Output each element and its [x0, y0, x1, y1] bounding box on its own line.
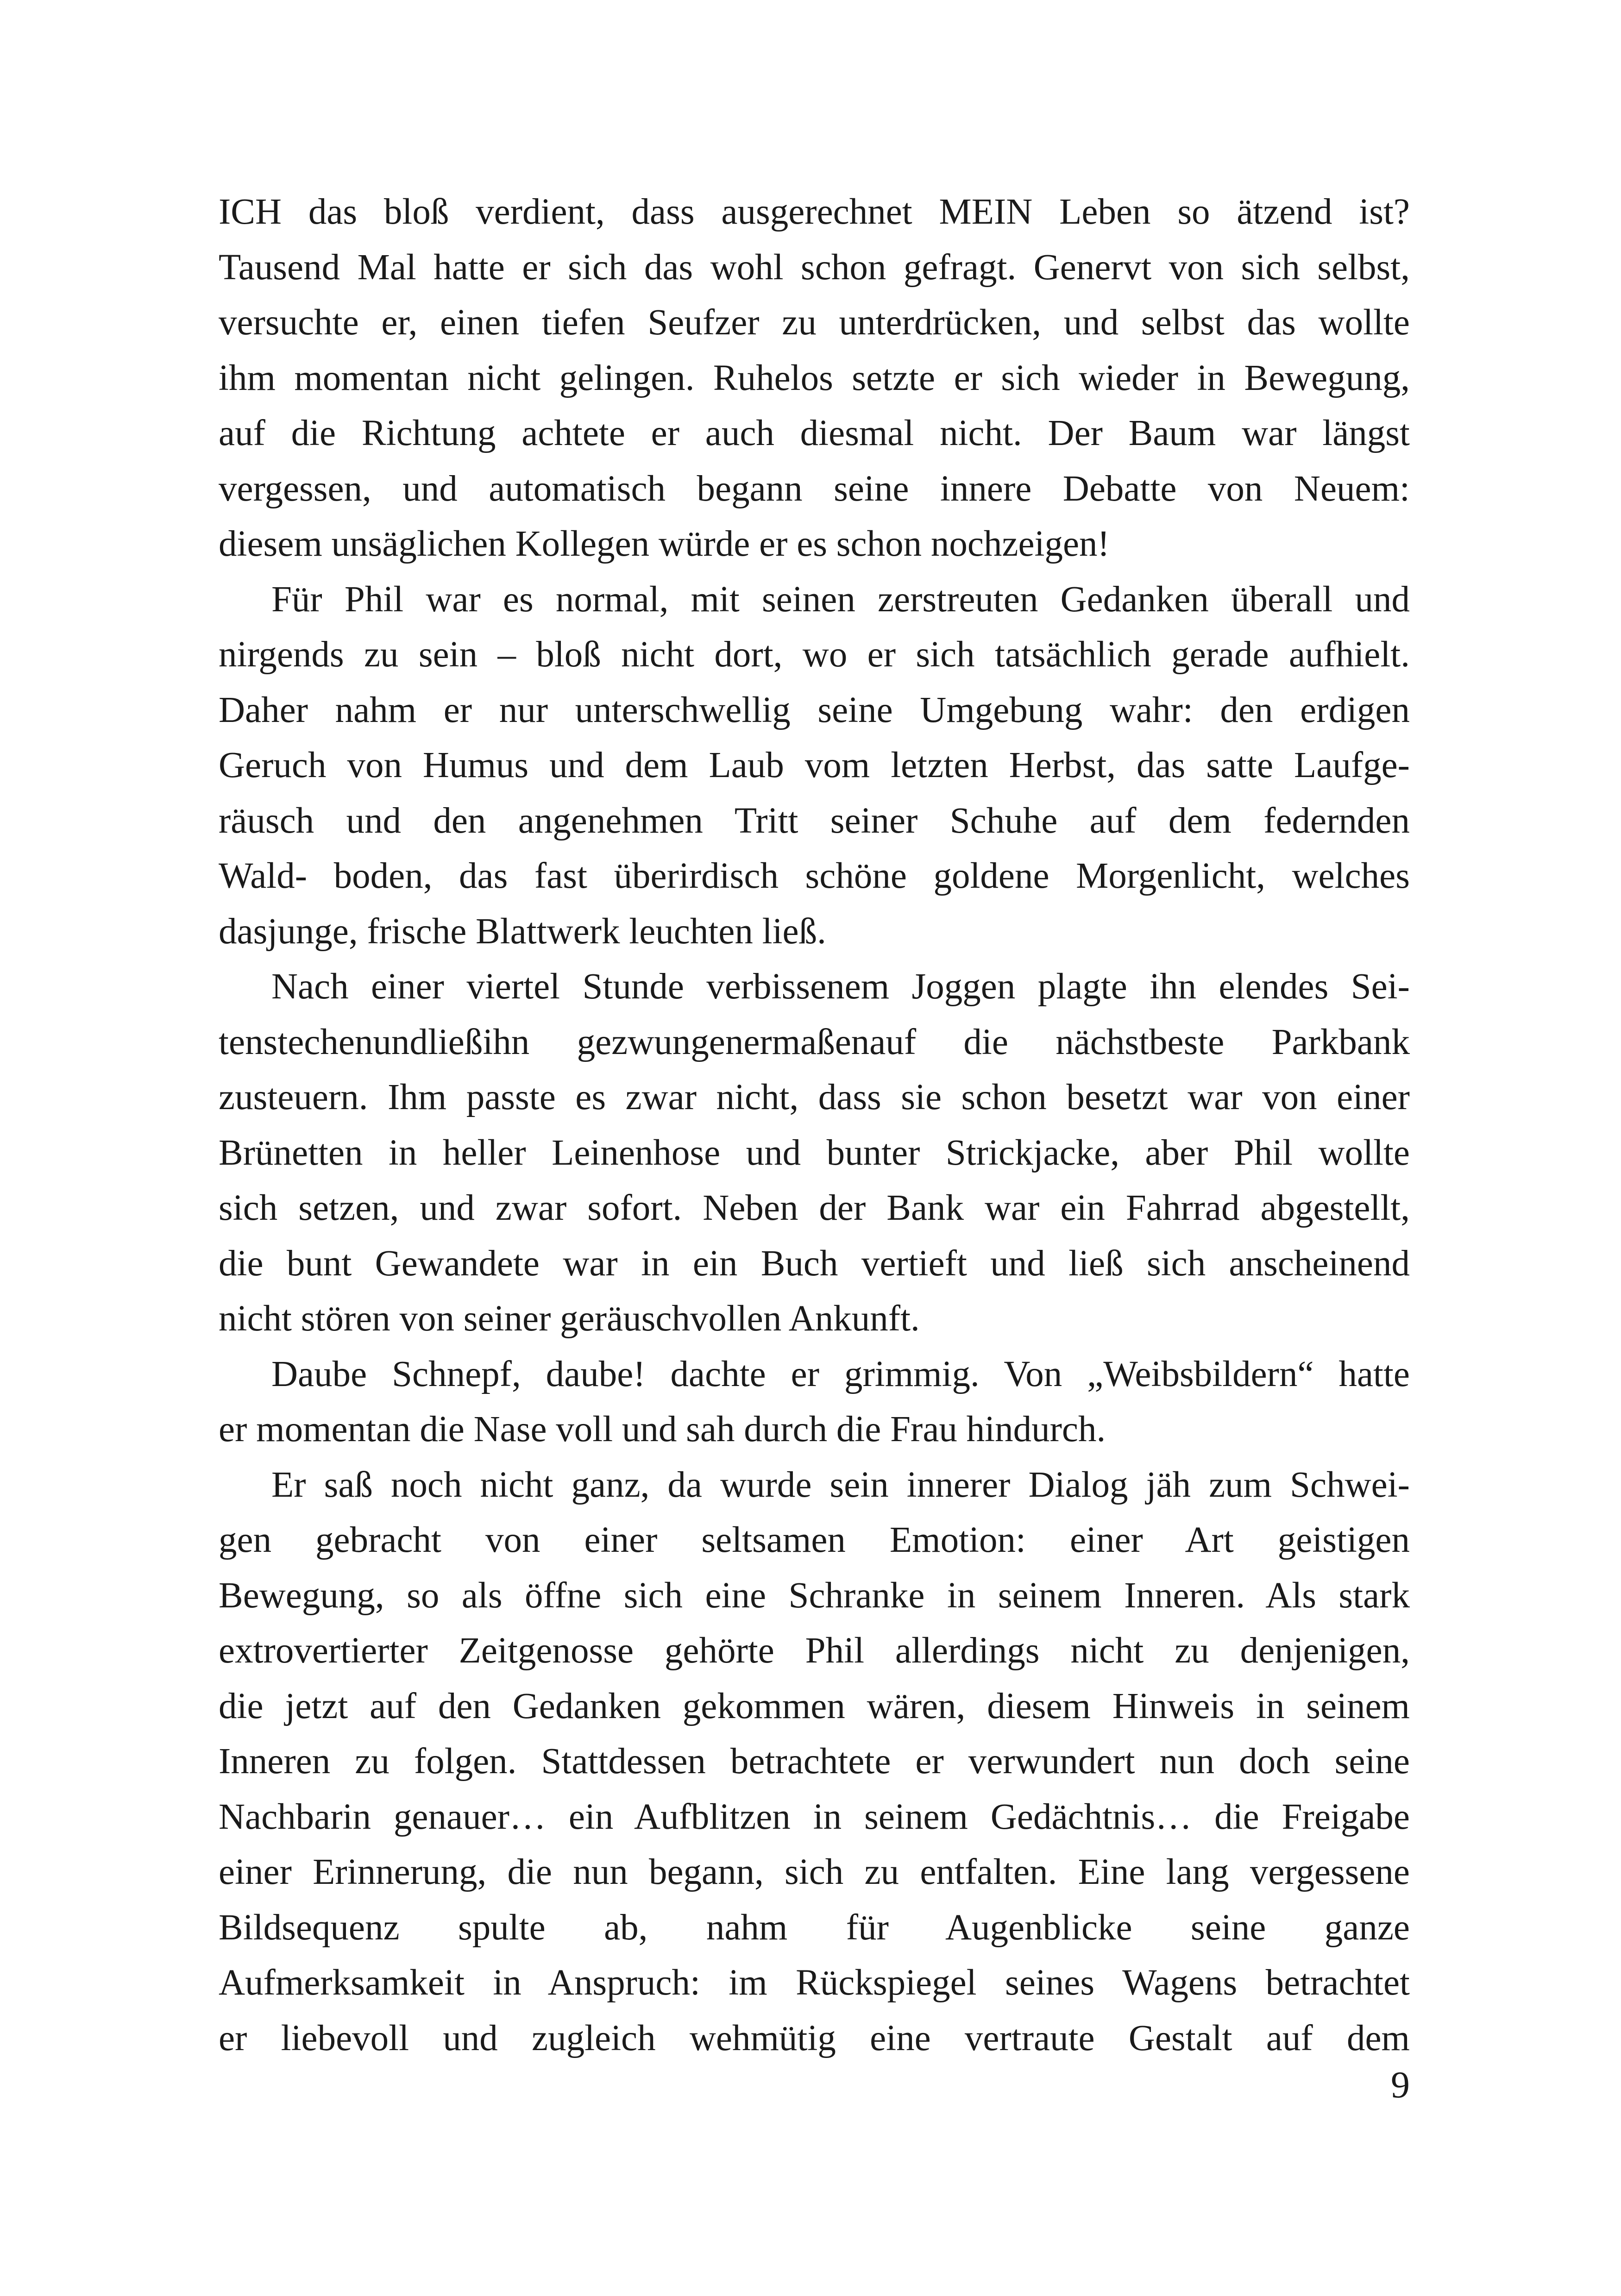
- paragraph: [219, 572, 1410, 960]
- text-line: dasjunge, frische Blattwerk leuchten ließ.: [219, 911, 826, 952]
- text-line: Inneren zu folgen. Stattdessen betrachtete er verwundert nun doch seine: [219, 1741, 1410, 1782]
- text-line: er liebevoll und zugleich wehmütig eine vertraute Gestalt auf dem: [219, 2018, 1410, 2058]
- text-line: extrovertierter Zeitgenosse gehörte Phil allerdings nicht zu denjenigen,: [219, 1631, 1410, 1671]
- text-line: Nach einer viertel Stunde verbissenem Joggen plagte ihn elendes Sei-: [271, 966, 1410, 1007]
- text-line: diesem unsäglichen Kollegen würde er es schon nochzeigen!: [219, 524, 1110, 564]
- text-line: Wald- boden, das fast überirdisch schöne goldene Morgenlicht, welches: [219, 856, 1410, 896]
- paragraph: [219, 1457, 1410, 2066]
- text-line: ICH das bloß verdient, dass ausgerechnet MEIN Leben so ätzend ist?: [219, 192, 1410, 232]
- paragraph: [219, 184, 1410, 572]
- text-line: die bunt Gewandete war in ein Buch vertieft und ließ sich anscheinend: [219, 1243, 1410, 1284]
- text-line: versuchte er, einen tiefen Seufzer zu unterdrücken, und selbst das wollte: [219, 302, 1410, 343]
- text-line: die jetzt auf den Gedanken gekommen wären, diesem Hinweis in seinem: [219, 1686, 1410, 1726]
- text-line: Bildsequenz spulte ab, nahm für Augenblicke seine ganze: [219, 1907, 1410, 1948]
- text-line: nicht stören von seiner geräuschvollen Ankunft.: [219, 1299, 920, 1339]
- paragraph: [219, 1347, 1410, 1457]
- text-line: er momentan die Nase voll und sah durch die Frau hindurch.: [219, 1409, 1106, 1449]
- text-line: räusch und den angenehmen Tritt seiner Schuhe auf dem federnden: [219, 800, 1410, 841]
- text-line: Tausend Mal hatte er sich das wohl schon gefragt. Genervt von sich selbst,: [219, 247, 1410, 288]
- text-line: einer Erinnerung, die nun begann, sich zu entfalten. Eine lang vergessene: [219, 1852, 1410, 1892]
- text-line: Bewegung, so als öffne sich eine Schranke in seinem Inneren. Als stark: [219, 1575, 1410, 1616]
- text-line: Daher nahm er nur unterschwellig seine Umgebung wahr: den erdigen: [219, 690, 1410, 730]
- text-line: zusteuern. Ihm passte es zwar nicht, dass sie schon besetzt war von einer: [219, 1077, 1410, 1117]
- text-line: gen gebracht von einer seltsamen Emotion: einer Art geistigen: [219, 1520, 1410, 1560]
- text-line: Brünetten in heller Leinenhose und bunter Strickjacke, aber Phil wollte: [219, 1132, 1410, 1173]
- paragraph: [219, 959, 1410, 1347]
- text-line: Für Phil war es normal, mit seinen zerstreuten Gedanken überall und: [271, 579, 1410, 620]
- text-line: auf die Richtung achtete er auch diesmal nicht. Der Baum war längst: [219, 413, 1410, 453]
- text-line: tenstechenundließihn gezwungenermaßenauf die nächstbeste Parkbank: [219, 1022, 1410, 1062]
- text-line: Aufmerksamkeit in Anspruch: im Rückspiegel seines Wagens betrachtet: [219, 1963, 1410, 2003]
- text-line: Nachbarin genauer… ein Aufblitzen in seinem Gedächtnis… die Freigabe: [219, 1796, 1410, 1837]
- text-line: nirgends zu sein – bloß nicht dort, wo er sich tatsächlich gerade aufhielt.: [219, 634, 1410, 675]
- page-number: 9: [1391, 2064, 1410, 2106]
- text-line: Geruch von Humus und dem Laub vom letzten Herbst, das satte Laufge-: [219, 745, 1410, 785]
- text-line: sich setzen, und zwar sofort. Neben der Bank war ein Fahrrad abgestellt,: [219, 1188, 1410, 1228]
- text-line: Daube Schnepf, daube! dachte er grimmig. Von „Weibsbildern“ hatte: [271, 1354, 1410, 1394]
- text-line: vergessen, und automatisch begann seine innere Debatte von Neuem:: [219, 468, 1410, 509]
- text-line: ihm momentan nicht gelingen. Ruhelos setzte er sich wieder in Bewegung,: [219, 358, 1410, 398]
- text-line: Er saß noch nicht ganz, da wurde sein innerer Dialog jäh zum Schwei-: [271, 1464, 1410, 1505]
- body-text: [219, 184, 1410, 2066]
